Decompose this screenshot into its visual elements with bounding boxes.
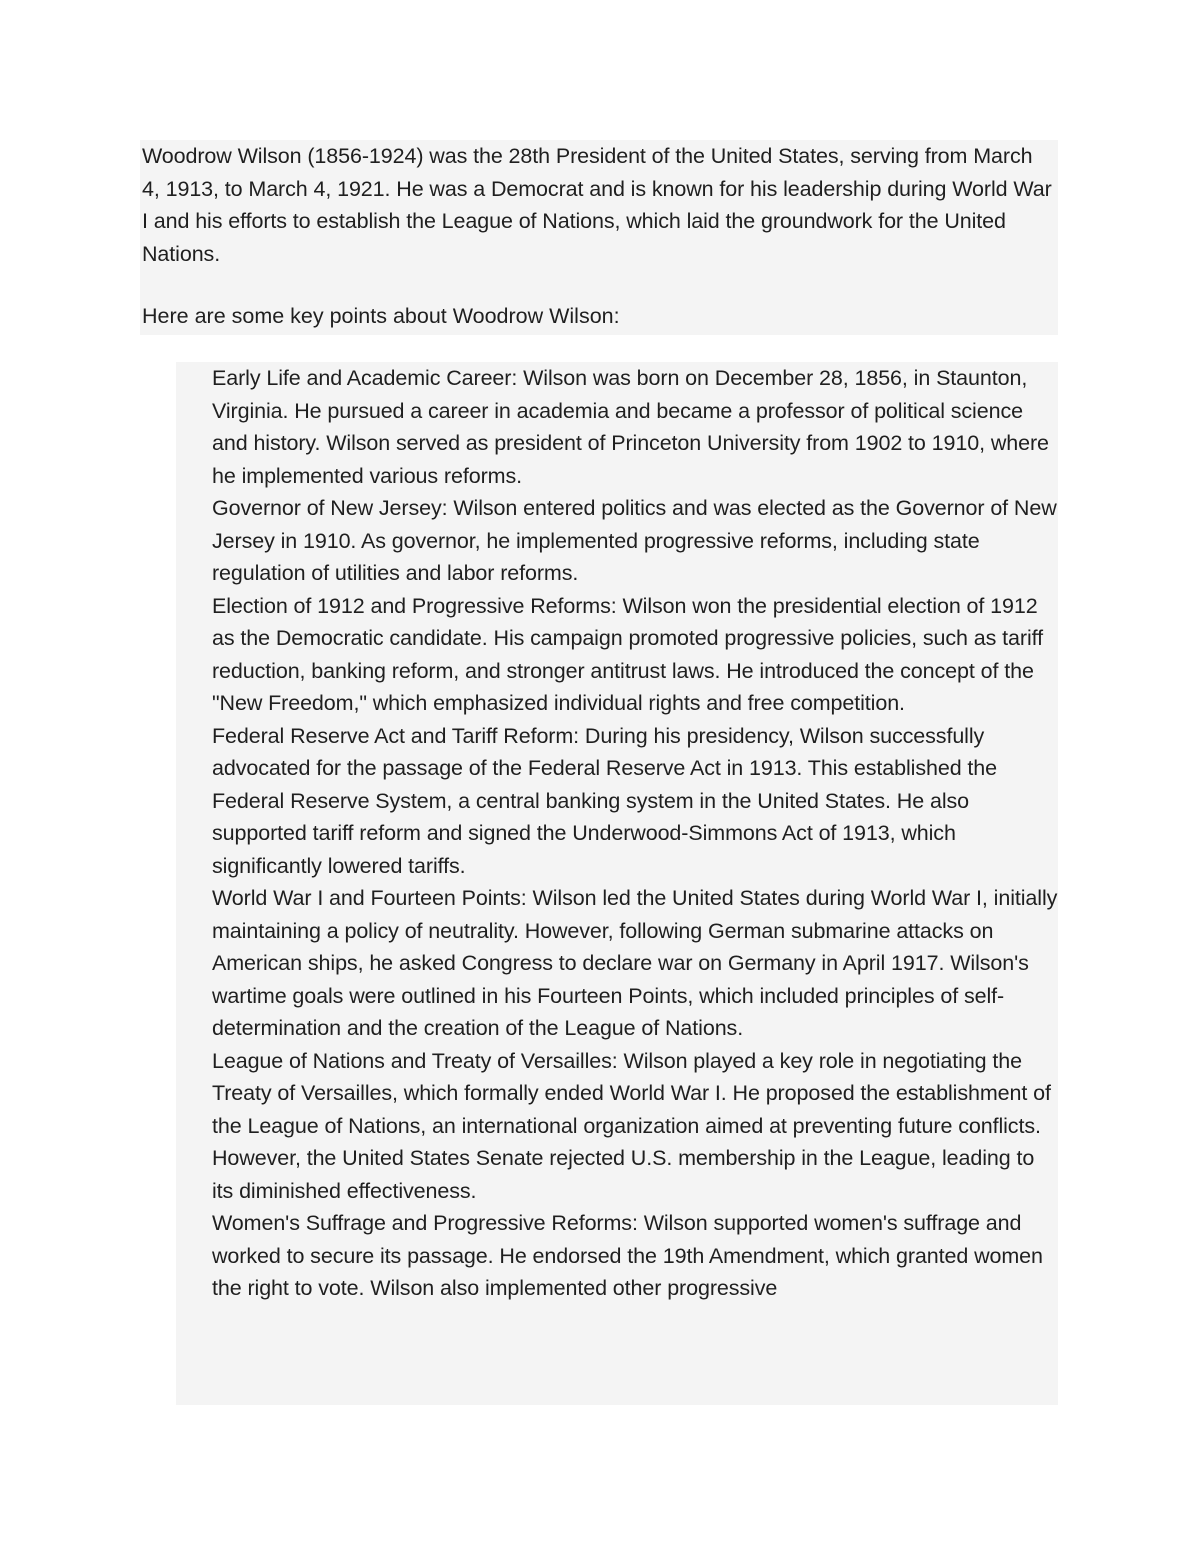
- intro-paragraph: Woodrow Wilson (1856-1924) was the 28th President of the United States, serving from March 4, 1913, to March 4, 1921. He was a Democrat and is known for his leadership during World War I and his efforts to establish the League of Nations, which laid the groundwork for the United Nations.: [142, 144, 1052, 266]
- intro-block: [140, 140, 1058, 335]
- key-point-world-war-i: World War I and Fourteen Points: Wilson led the United States during World War I, initially maintaining a policy of neutrality. However, following German submarine attacks on American ships, he asked Congress to declare war on Germany in April 1917. Wilson's wartime goals were outlined in his Fourteen Points, which included principles of self-determination and the creation of the League of Nations.: [212, 886, 1058, 1040]
- key-point-election-1912: Election of 1912 and Progressive Reforms: Wilson won the presidential election of 1912 as the Democratic candidate. His campaign promoted progressive policies, such as tariff reduction, banking reform, and stronger antitrust laws. He introduced the concept of the "New Freedom," which emphasized individual rights and free competition.: [212, 593, 1043, 715]
- key-point-early-life: Early Life and Academic Career: Wilson was born on December 28, 1856, in Staunton, Virginia. He pursued a career in academia and became a professor of political science and history. Wilson served as president of Princeton University from 1902 to 1910, where he implemented various reforms.: [212, 366, 1049, 488]
- key-points-block: [176, 362, 1058, 1405]
- key-points-lead: Here are some key points about Woodrow Wilson:: [142, 304, 620, 328]
- key-point-league-of-nations: League of Nations and Treaty of Versailles: Wilson played a key role in negotiating the Treaty of Versailles, which formally ended World War I. He proposed the establishment of the League of Nations, an international organization aimed at preventing future conflicts. However, the United States Senate rejected U.S. membership in the League, leading to its diminished effectiveness.: [212, 1048, 1051, 1203]
- key-point-womens-suffrage: Women's Suffrage and Progressive Reforms: Wilson supported women's suffrage and worked to secure its passage. He endorsed the 19th Amendment, which granted women the right to vote. Wilson also implemented other progressive: [212, 1211, 1043, 1300]
- key-point-governor: Governor of New Jersey: Wilson entered politics and was elected as the Governor of New Jersey in 1910. As governor, he implemented progressive reforms, including state regulation of utilities and labor reforms.: [212, 496, 1057, 585]
- key-point-federal-reserve: Federal Reserve Act and Tariff Reform: During his presidency, Wilson successfully advocated for the passage of the Federal Reserve Act in 1913. This established the Federal Reserve System, a central banking system in the United States. He also supported tariff reform and signed the Underwood-Simmons Act of 1913, which significantly lowered tariffs.: [212, 723, 998, 878]
- key-points-list: [212, 362, 1058, 1305]
